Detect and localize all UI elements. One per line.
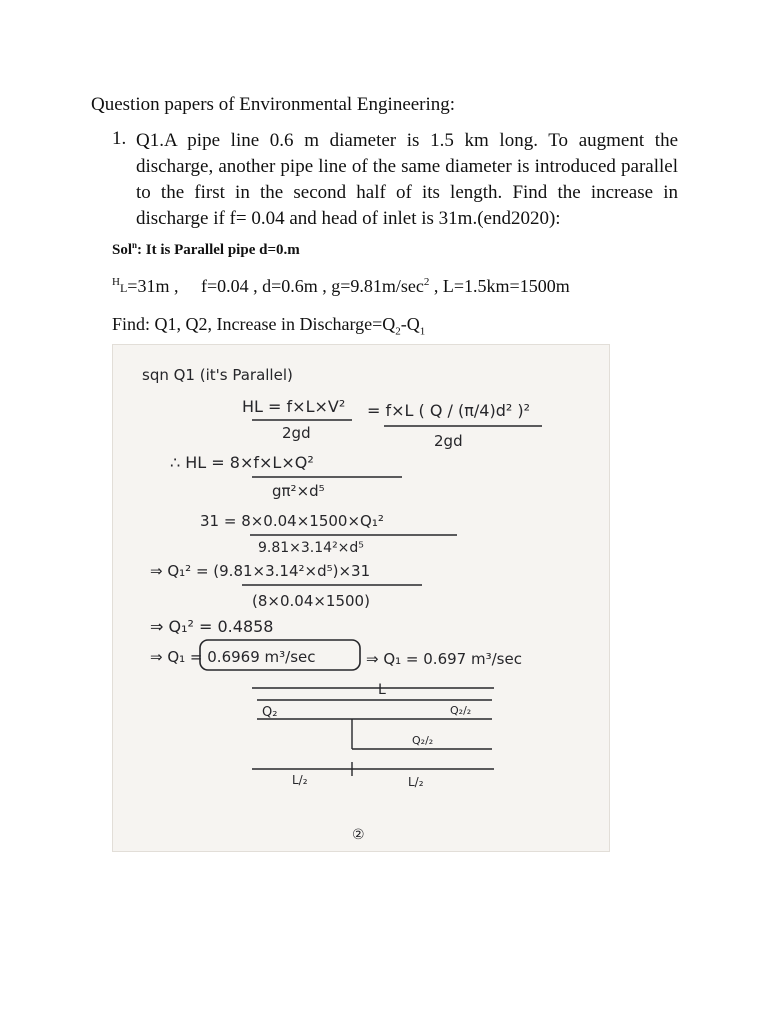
diagram-half-label-left: L/₂ [292,773,308,787]
handwriting-canvas [112,344,610,852]
hw-line-therefore-denominator: gπ²×d⁵ [272,482,325,500]
document-heading: Question papers of Environmental Engineering: [91,94,456,115]
hw-line-q1-rounded: ⇒ Q₁ = 0.697 m³/sec [366,650,522,668]
diagram-length-label: L [378,682,386,698]
question-item [112,128,678,232]
handwritten-solution-photo [112,344,610,852]
solution-prefix-sup: n [132,240,138,250]
find-line [112,314,425,338]
hw-line-rearranged-denominator: (8×0.04×1500) [252,592,370,610]
hw-page-number: ② [352,827,365,843]
hw-line-substitution-denominator: 9.81×3.14²×d⁵ [258,540,364,556]
head-symbol: H [112,276,120,288]
diagram-half-label-right: L/₂ [408,775,424,789]
diagram-q2-half-lower: Q₂/₂ [412,734,434,747]
head-subscript: L [119,281,128,295]
hw-line-hl-expanded: = f×L ( Q / (π/4)d² )² [367,401,531,420]
hw-line-therefore: ∴ HL = 8×f×L×Q² [170,453,314,472]
solution-line [112,240,300,259]
find-text: Find: Q1, Q2, Increase in Discharge=Q [112,314,396,334]
pipe-diagram [252,682,494,789]
hw-line-hl-denominator: 2gd [282,424,311,442]
question-text: Q1.A pipe line 0.6 m diameter is 1.5 km long. To augment the discharge, another pipe line of the same diameter is introduced parallel to the first in the second half of its length. Find the increase in discharge if f= 0.04 and head of inlet is 31m.(end2020): [136,130,678,229]
find-sub-1: 1 [419,325,426,338]
find-sub-2: 2 [395,325,401,338]
question-number: 1. [112,128,127,149]
hw-line-intro: sqn Q1 (it's Parallel) [142,366,293,384]
solution-text: : It is Parallel pipe d=0.m [137,242,300,258]
hw-line-hl-expanded-denominator: 2gd [434,432,463,450]
question-list [112,128,678,232]
hw-line-hl-formula: HL = f×L×V² [242,397,346,416]
hw-line-substitution: 31 = 8×0.04×1500×Q₁² [200,512,384,530]
diagram-q2-label: Q₂ [262,705,278,720]
g-exponent: 2 [423,276,430,288]
given-values [112,276,570,297]
solution-prefix: Sol [112,242,133,258]
given-main: =31m , f=0.04 , d=0.6m , g=9.81m/sec [127,276,424,296]
diagram-q2-half-upper: Q₂/₂ [450,704,472,717]
hw-line-q1-answer: ⇒ Q₁ = 0.6969 m³/sec [150,648,316,666]
hw-line-rearranged: ⇒ Q₁² = (9.81×3.14²×d⁵)×31 [150,562,371,580]
given-tail: , L=1.5km=1500m [429,276,570,296]
hw-line-q1-squared: ⇒ Q₁² = 0.4858 [150,617,274,636]
find-mid: -Q [400,314,420,334]
